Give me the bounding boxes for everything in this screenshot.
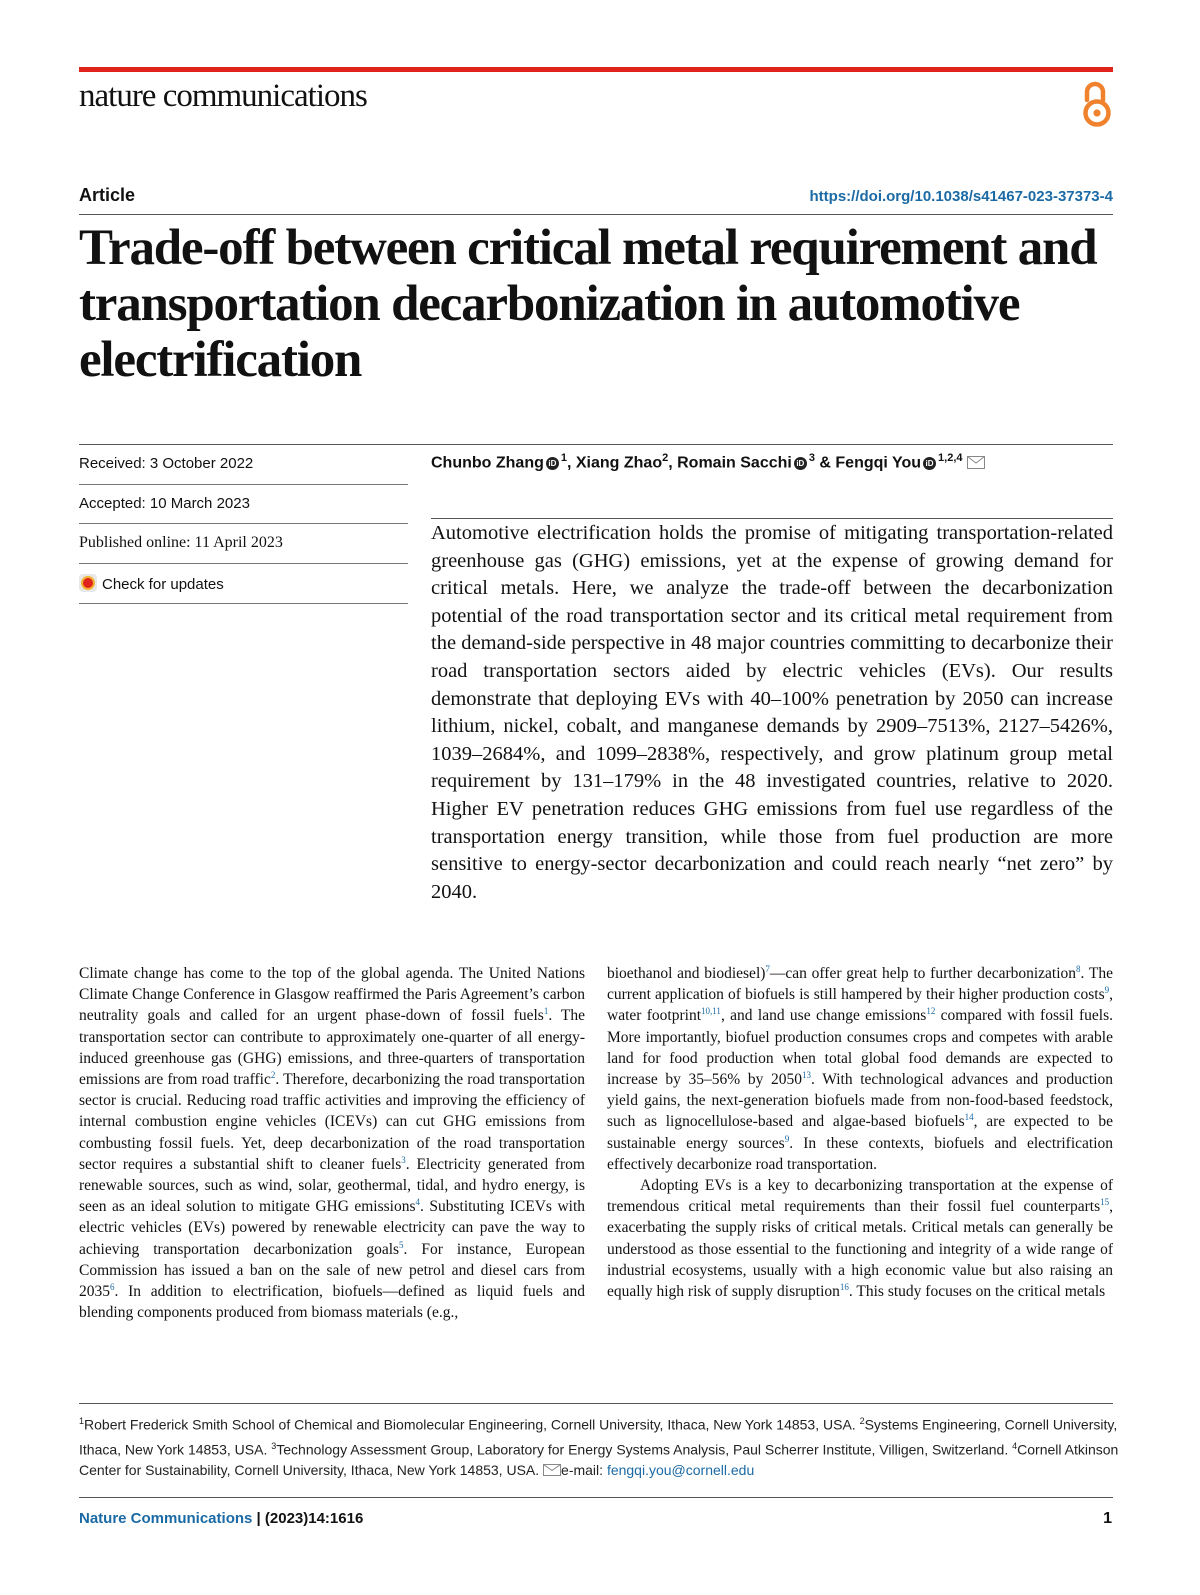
body-text: , exacerbating the supply risks of critical metals. Critical metals can generally be understood as those essential to the functioning and integrity of a wide range of industrial ecosystems, usually with a high economic value but also raising an equally high risk of supply disruption [607, 1198, 1113, 1301]
email-label: e-mail: [561, 1462, 607, 1479]
mail-icon[interactable] [967, 456, 985, 469]
body-text: Climate change has come to the top of the global agenda. The United Nations Climate Change Conference in Glasgow reaffirmed the Paris Agreement’s carbon neutrality goals and called for an urgent phase-down of fossil fuels [79, 965, 585, 1025]
body-paragraph [607, 963, 1113, 1175]
citation-ref[interactable]: 10,11 [701, 1006, 721, 1017]
citation-ref[interactable]: 13 [802, 1070, 811, 1081]
author-list: Chunbo Zhang iD $^1$, Xiang Zhao$^2$, Romain Sacchi iD $^3$ & Fengqi You iD $^{1,2,4}$ [431, 452, 985, 472]
body-text: . This study focuses on the critical metals [848, 1283, 1106, 1301]
author-name[interactable]: Fengqi You [835, 454, 922, 472]
body-text: . The current application of biofuels is still hampered by their higher production costs [607, 965, 1113, 1004]
citation-ref[interactable]: 15 [1100, 1197, 1110, 1208]
footer-citation [79, 1510, 363, 1527]
email-link[interactable]: fengqi.you@cornell.edu [606, 1462, 755, 1479]
citation-ref[interactable]: 14 [964, 1112, 974, 1123]
affiliation-number: 3 [271, 1440, 277, 1451]
accepted-date: Accepted: 10 March 2023 [79, 495, 250, 512]
citation-ref[interactable]: 7 [765, 964, 770, 974]
footer-divider [79, 1497, 1113, 1498]
footer-journal-link[interactable]: Nature Communications [79, 1510, 253, 1527]
doi-link[interactable]: https://doi.org/10.1038/s41467-023-37373-4 [809, 188, 1113, 205]
affiliation-text: Systems Engineering, Cornell University, Ithaca, New York 14853, USA. [79, 1416, 1118, 1458]
body-column-right [607, 963, 1113, 1302]
citation-ref[interactable]: 8 [1076, 964, 1081, 974]
affiliation-number: 4 [1012, 1440, 1018, 1451]
body-text: Adopting EVs is a key to decarbonizing transportation at the expense of tremendous critical metal requirements than their fossil fuel counterparts [607, 1177, 1113, 1216]
citation-ref[interactable]: 9 [1104, 985, 1110, 996]
page-number: 1 [1103, 1510, 1112, 1527]
citation-ref[interactable]: 12 [926, 1006, 936, 1017]
meta-separator [79, 484, 408, 485]
meta-separator [79, 563, 408, 564]
meta-divider [79, 444, 1113, 445]
meta-separator [79, 603, 408, 604]
body-text: . The transportation sector can contribute to approximately one-quarter of all energy-induced greenhouse gas (GHG) emissions, and three-quarters of transportation emissions are from road traffic [79, 1007, 585, 1089]
author-name[interactable]: Xiang Zhao [575, 454, 663, 472]
orcid-icon[interactable]: iD [794, 457, 807, 470]
citation-ref[interactable]: 3 [401, 1154, 406, 1165]
citation-ref[interactable]: 4 [415, 1197, 421, 1208]
article-title: Trade-off between critical metal requirement and transportation decarbonization in automotive electrification [79, 220, 1097, 388]
author-affiliation: 1,2,4 [938, 452, 963, 464]
body-text: . For instance, European Commission has issued a ban on the sale of new petrol and diesel cars from 2035 [79, 1240, 585, 1301]
affiliation-number: 2 [859, 1416, 865, 1426]
citation-ref[interactable]: 5 [399, 1239, 404, 1250]
received-date: Received: 3 October 2022 [79, 455, 254, 472]
affiliations-divider [79, 1403, 1113, 1404]
body-text: compared with fossil fuels. More importantly, biofuel production consumes crops and competes with arable land for food production when total global food demands are expected to increase by 35–56% by 2050 [607, 1007, 1113, 1089]
affiliation-text: Technology Assessment Group, Laboratory for Energy Systems Analysis, Paul Scherrer Institute, Villigen, Switzerland. [276, 1441, 1013, 1458]
mail-icon [543, 1464, 561, 1476]
citation-ref[interactable]: 2 [270, 1070, 276, 1081]
open-access-icon[interactable] [1080, 80, 1114, 128]
author-affiliation: 3 [808, 452, 815, 464]
author-affiliation: 2 [662, 452, 669, 464]
citation-ref[interactable]: 9 [784, 1133, 790, 1144]
body-paragraph [607, 1175, 1113, 1302]
body-text: , water footprint [607, 986, 1113, 1025]
body-paragraph [79, 963, 585, 1323]
body-text: . In addition to electrification, biofuels—defined as liquid fuels and blending components produced from biomass materials (e.g., [79, 1283, 585, 1322]
meta-separator [79, 523, 408, 524]
citation-ref[interactable]: 16 [839, 1282, 849, 1293]
check-for-updates-icon [79, 574, 97, 592]
body-text: . Electricity generated from renewable sources, such as wind, solar, geothermal, tidal, and hydro energy, is seen as an ideal solution to mitigate GHG emissions [79, 1155, 585, 1216]
title-divider [79, 214, 1113, 215]
body-column-left [79, 963, 585, 1323]
footer-volume: | (2023)14:1616 [252, 1510, 364, 1527]
orcid-icon[interactable]: iD [923, 457, 936, 470]
body-text: . Substituting ICEVs with electric vehicles (EVs) powered by renewable electricity can pave the way to achieving transportation decarbonization goals [79, 1198, 585, 1258]
abstract: Automotive electrification holds the promise of mitigating transportation-related greenhouse gas (GHG) emissions, yet at the expense of growing demand for critical metals. Here, we analyze the trade-off between the decarbonization potential of the road transportation sector and its critical metal requirement from the demand-side perspective in 48 major countries committing to decarbonize their road transportation sectors aided by electric vehicles (EVs). Our results demonstrate that deploying EVs with 40–100% penetration by 2050 can increase lithium, nickel, cobalt, and manganese demands by 2909–7513%, 2127–5426%, 1039–2684%, and 1099–2838%, respectively, and grow platinum group metal requirement by 131–179% in the 48 investigated countries, relative to 2020. Higher EV penetration reduces GHG emissions from fuel use regardless of the transportation energy transition, while those from fuel production are more sensitive to energy-sector decarbonization and could reach nearly “net zero” by 2040. [431, 522, 1113, 903]
affiliation-text: Cornell Atkinson Center for Sustainability, Cornell University, Ithaca, New York 14853, USA. [79, 1441, 1119, 1479]
orcid-icon[interactable]: iD [546, 457, 559, 470]
journal-logo: nature communications [79, 78, 367, 114]
body-text: . Therefore, decarbonizing the road transportation sector is crucial. Reducing road traffic activities and improving the efficiency of internal combustion engine vehicles (ICEVs) can cut GHG emissions from combusting fossil fuels. Yet, deep decarbonization of the road transportation sector requires a substantial shift to cleaner fuels [79, 1071, 585, 1173]
citation-ref[interactable]: 6 [110, 1282, 115, 1293]
article-type-label: Article [79, 185, 136, 205]
author-name[interactable]: Chunbo Zhang [431, 454, 544, 472]
published-date: Published online: 11 April 2023 [79, 534, 283, 551]
affiliation-number: 1 [79, 1416, 85, 1426]
check-for-updates-button[interactable] [79, 574, 408, 593]
body-text: , are expected to be sustainable energy sources [607, 1113, 1113, 1152]
affiliation-text: Robert Frederick Smith School of Chemical and Biomolecular Engineering, Cornell University, Ithaca, New York 14853, USA. [84, 1416, 860, 1433]
affiliations [79, 1411, 1119, 1481]
body-text: . With technological advances and production yield gains, the next-generation biofuels made from non-food-based feedstock, such as lignocellulose-based and algae-based biofuels [607, 1071, 1113, 1131]
citation-ref[interactable]: 1 [543, 1006, 549, 1017]
author-name[interactable]: Romain Sacchi [677, 454, 792, 472]
header-red-rule [79, 67, 1113, 72]
check-for-updates-label: Check for updates [102, 576, 224, 593]
body-text: bioethanol and biodiesel) [607, 965, 766, 982]
body-text: —can offer great help to further decarbonization [769, 965, 1077, 982]
body-text: , and land use change emissions [720, 1007, 927, 1025]
body-text: . In these contexts, biofuels and electrification effectively decarbonize road transportation. [607, 1134, 1114, 1173]
abstract-divider [431, 518, 1113, 519]
author-affiliation: 1 [560, 452, 567, 464]
